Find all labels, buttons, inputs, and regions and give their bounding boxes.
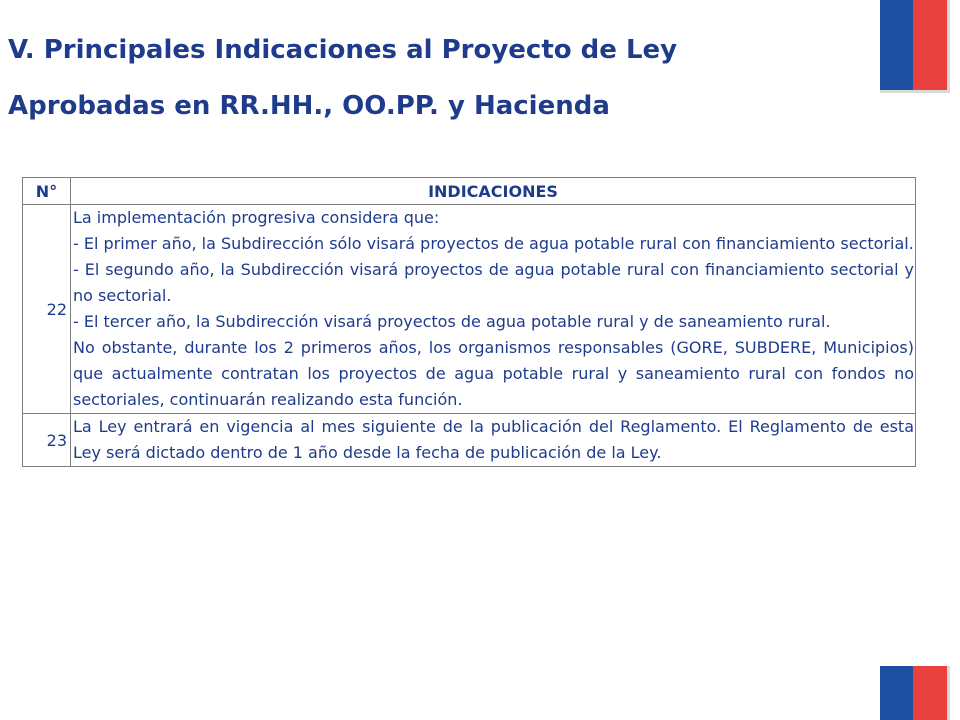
indicacion-paragraph: La implementación progresiva considera que: bbox=[73, 208, 440, 227]
title-line-2: Aprobadas en RR.HH., OO.PP. y Hacienda bbox=[8, 91, 610, 121]
indicacion-paragraph: - El primer año, la Subdirección sólo visará proyectos de agua potable rural con financiamiento sectorial. bbox=[73, 234, 914, 253]
flag-decoration-bottom bbox=[880, 666, 950, 720]
row-indicacion bbox=[71, 414, 916, 467]
indicacion-paragraph: La Ley entrará en vigencia al mes siguiente de la publicación del Reglamento. El Reglamento de esta Ley será dictado dentro de 1 año desde la fecha de publicación de la Ley. bbox=[73, 417, 914, 462]
flag-decoration-top bbox=[880, 0, 950, 93]
indicacion-paragraph: No obstante, durante los 2 primeros años, los organismos responsables (GORE, SUBDERE, Municipios) que actualmente contratan los proyectos de agua potable rural y saneamiento rural con fondos no sectoriales, continuarán realizando esta función. bbox=[73, 338, 914, 409]
flag-red-stripe bbox=[913, 666, 947, 720]
indicacion-paragraph: - El tercer año, la Subdirección visará proyectos de agua potable rural y de saneamiento rural. bbox=[73, 312, 831, 331]
indicacion-paragraph: - El segundo año, la Subdirección visará proyectos de agua potable rural con financiamiento sectorial y no sectorial. bbox=[73, 260, 914, 305]
table-row bbox=[23, 205, 916, 414]
row-number: 23 bbox=[23, 414, 71, 467]
indicaciones-table bbox=[22, 177, 916, 467]
indicaciones-table-container bbox=[22, 177, 915, 467]
row-indicacion bbox=[71, 205, 916, 414]
title-line-1: V. Principales Indicaciones al Proyecto de Ley bbox=[8, 35, 678, 65]
row-number: 22 bbox=[23, 205, 71, 414]
flag-blue-stripe bbox=[880, 666, 913, 720]
table-header-row bbox=[23, 178, 916, 205]
page-title bbox=[8, 22, 858, 134]
header-num: N° bbox=[23, 178, 71, 205]
table-row bbox=[23, 414, 916, 467]
flag-blue-stripe bbox=[880, 0, 913, 90]
flag-red-stripe bbox=[913, 0, 947, 90]
header-indicaciones: INDICACIONES bbox=[71, 178, 916, 205]
